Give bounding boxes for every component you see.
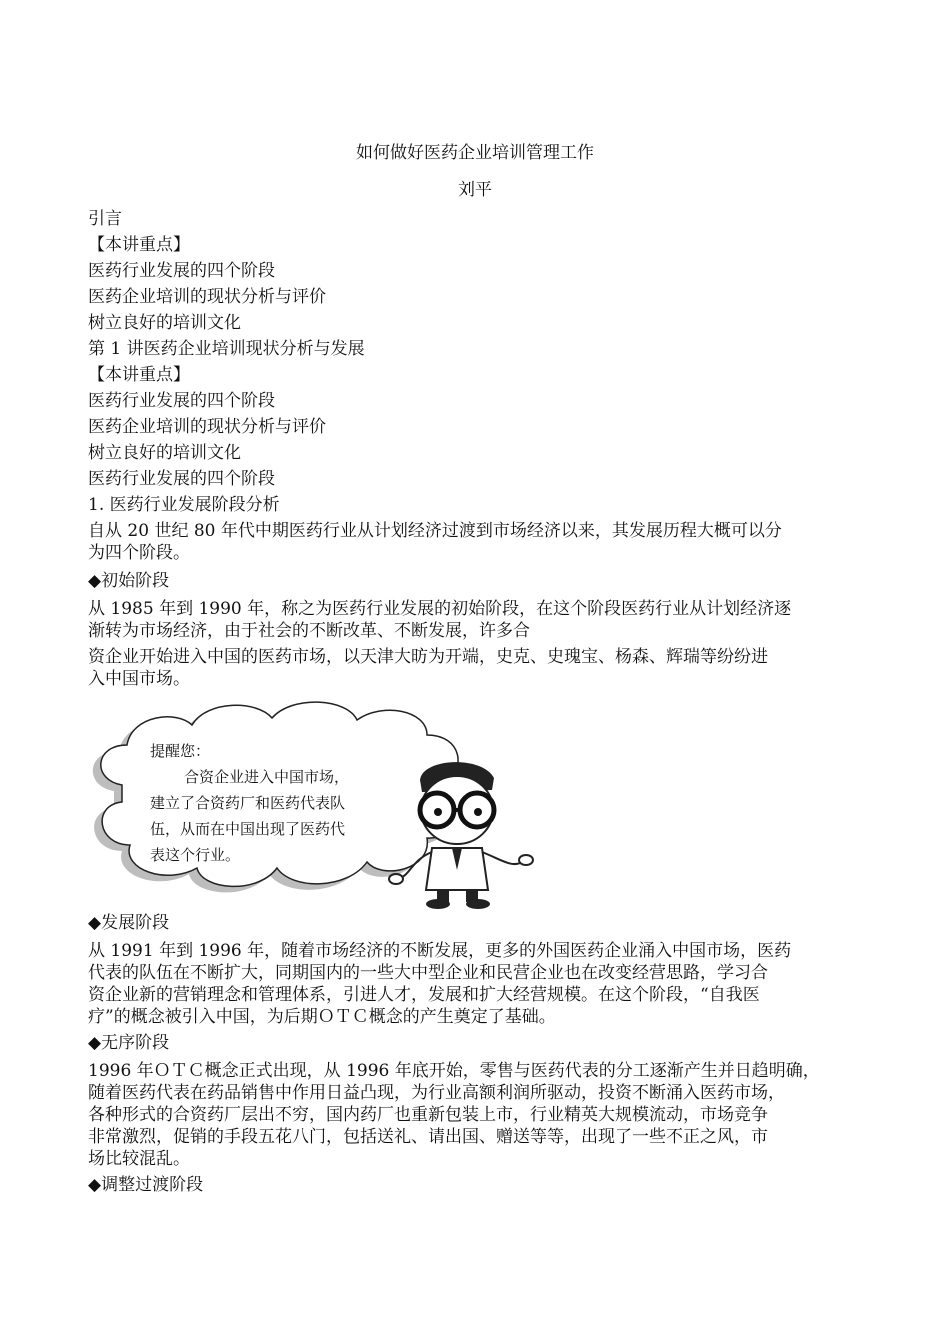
stage4-heading: ◆调整过渡阶段	[88, 1175, 204, 1195]
paragraph-line: 随着医药代表在药品销售中作用日益凸现，为行业高额利润所驱动，投资不断涌入医药市场，	[88, 1083, 785, 1103]
intro-focus-label: 【本讲重点】	[88, 235, 190, 255]
paragraph-line: 入中国市场。	[88, 669, 190, 689]
document-author: 刘平	[458, 180, 492, 200]
callout-label: 提醒您：	[150, 742, 211, 760]
lecture1-item: 树立良好的培训文化	[88, 443, 241, 463]
callout-line: 合资企业进入中国市场，	[184, 768, 350, 786]
paragraph-line: 从 1985 年到 1990 年，称之为医药行业发展的初始阶段，在这个阶段医药行业从计划经济逐	[88, 599, 792, 619]
intro-heading: 引言	[88, 209, 122, 229]
paragraph-line: 自从 20 世纪 80 年代中期医药行业从计划经济过渡到市场经济以来，其发展历程大概可以分	[88, 521, 782, 541]
reminder-callout	[82, 690, 542, 910]
paragraph-line: 代表的队伍在不断扩大，同期国内的一些大中型企业和民营企业也在改变经营思路，学习合	[88, 963, 768, 983]
callout-line: 表这个行业。	[150, 846, 241, 864]
lecture1-item: 医药行业发展的四个阶段	[88, 391, 275, 411]
stage2-paragraph	[88, 940, 868, 1028]
paragraph-line: 资企业开始进入中国的医药市场，以天津大昉为开端，史克、史瑰宝、杨森、辉瑞等纷纷进	[88, 647, 768, 667]
lecture1-item: 医药企业培训的现状分析与评价	[88, 417, 326, 437]
callout-line: 建立了合资药厂和医药代表队	[150, 794, 346, 812]
section-title: 医药行业发展的四个阶段	[88, 469, 275, 489]
paragraph-line: 为四个阶段。	[88, 543, 190, 563]
stage2-heading: ◆发展阶段	[88, 913, 170, 933]
paragraph-line: 非常激烈，促销的手段五花八门，包括送礼、请出国、赠送等等，出现了一些不正之风，市	[88, 1127, 768, 1147]
intro-item: 医药企业培训的现状分析与评价	[88, 287, 326, 307]
callout-line: 伍，从而在中国出现了医药代	[150, 820, 346, 838]
stage3-heading: ◆无序阶段	[88, 1033, 170, 1053]
lecture1-focus-label: 【本讲重点】	[88, 365, 190, 385]
paragraph-line: 疗”的概念被引入中国，为后期ＯＴＣ概念的产生奠定了基础。	[88, 1007, 556, 1027]
intro-paragraph	[88, 520, 868, 564]
paragraph-line: 从 1991 年到 1996 年，随着市场经济的不断发展，更多的外国医药企业涌入中国市场，医药	[88, 941, 792, 961]
paragraph-line: 1996 年ＯＴＣ概念正式出现，从 1996 年底开始，零售与医药代表的分工逐渐产生并日趋明确，	[88, 1061, 820, 1081]
intro-item: 医药行业发展的四个阶段	[88, 261, 275, 281]
stage1-paragraph-cont	[88, 646, 868, 690]
stage1-paragraph	[88, 598, 868, 642]
paragraph-line: 资企业新的营销理念和管理体系，引进人才，发展和扩大经营规模。在这个阶段，“自我医	[88, 985, 760, 1005]
paragraph-line: 场比较混乱。	[88, 1149, 190, 1169]
lecture1-heading: 第 1 讲医药企业培训现状分析与发展	[88, 339, 365, 359]
paragraph-line: 渐转为市场经济，由于社会的不断改革、不断发展，许多合	[88, 621, 530, 641]
paragraph-line: 各种形式的合资药厂层出不穷，国内药厂也重新包装上市，行业精英大规模流动，市场竞争	[88, 1105, 768, 1125]
stage3-paragraph	[88, 1060, 868, 1170]
intro-item: 树立良好的培训文化	[88, 313, 241, 333]
stage1-heading: ◆初始阶段	[88, 571, 170, 591]
subsection-title: 1. 医药行业发展阶段分析	[88, 495, 280, 515]
document-title: 如何做好医药企业培训管理工作	[356, 143, 594, 163]
